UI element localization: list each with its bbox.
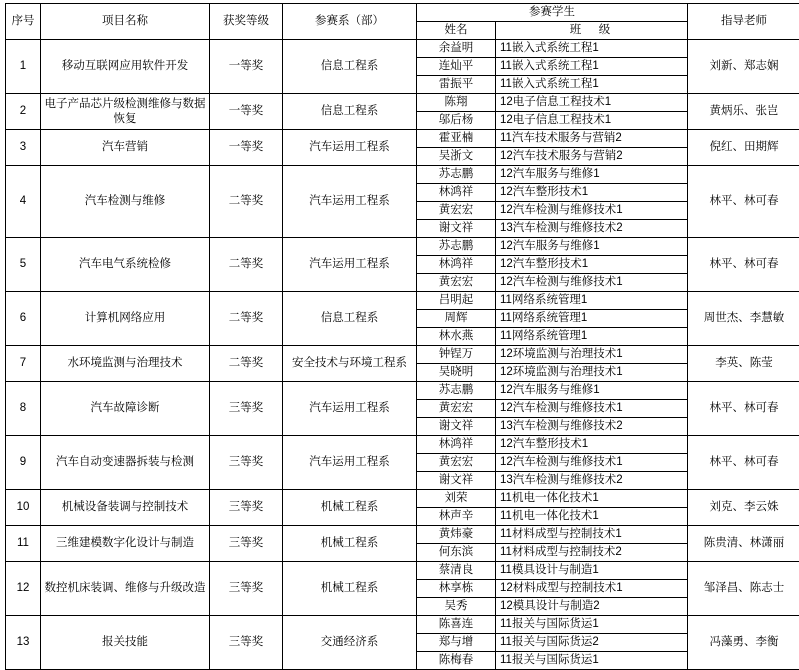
student-row bbox=[417, 562, 687, 580]
cell-project: 计算机网络应用 bbox=[41, 292, 210, 346]
table-row bbox=[6, 382, 799, 436]
student-row bbox=[417, 346, 687, 364]
cell-teacher: 邹泽昌、陈志士 bbox=[688, 562, 799, 616]
student-class: 11嵌入式系统工程1 bbox=[496, 58, 688, 76]
student-row bbox=[417, 436, 687, 454]
student-row bbox=[417, 238, 687, 256]
student-row bbox=[417, 634, 687, 652]
student-class: 11汽车技术服务与营销2 bbox=[496, 130, 688, 148]
cell-prize: 一等奖 bbox=[210, 130, 283, 166]
cell-project: 水环境监测与治理技术 bbox=[41, 346, 210, 382]
cell-no: 7 bbox=[6, 346, 41, 382]
student-name: 苏志鹏 bbox=[417, 238, 496, 256]
student-class: 12环境监测与治理技术1 bbox=[496, 364, 688, 382]
student-class: 12汽车整形技术1 bbox=[496, 256, 688, 274]
cell-dept: 汽车运用工程系 bbox=[283, 238, 417, 292]
student-row bbox=[417, 454, 687, 472]
cell-prize: 一等奖 bbox=[210, 94, 283, 130]
cell-teacher: 陈贵清、林潇丽 bbox=[688, 526, 799, 562]
cell-teacher: 黄炳乐、张岂 bbox=[688, 94, 799, 130]
cell-project: 机械设备装调与控制技术 bbox=[41, 490, 210, 526]
cell-prize: 二等奖 bbox=[210, 238, 283, 292]
student-row bbox=[417, 400, 687, 418]
table-body bbox=[6, 40, 799, 670]
cell-project: 三维建模数字化设计与制造 bbox=[41, 526, 210, 562]
cell-teacher: 倪红、田期辉 bbox=[688, 130, 799, 166]
cell-students bbox=[417, 40, 688, 94]
student-row bbox=[417, 544, 687, 562]
award-list-table bbox=[5, 3, 799, 670]
student-name: 连灿平 bbox=[417, 58, 496, 76]
column-header-student-class: 班 级 bbox=[496, 22, 688, 39]
cell-project: 数控机床装调、维修与升级改造 bbox=[41, 562, 210, 616]
cell-students bbox=[417, 562, 688, 616]
cell-prize: 二等奖 bbox=[210, 166, 283, 238]
student-class: 11模具设计与制造1 bbox=[496, 562, 688, 580]
student-row bbox=[417, 292, 687, 310]
student-name: 雷振平 bbox=[417, 76, 496, 94]
student-class: 12电子信息工程技术1 bbox=[496, 112, 688, 130]
cell-teacher: 刘克、李云姝 bbox=[688, 490, 799, 526]
cell-project: 电子产品芯片级检测维修与数据恢复 bbox=[41, 94, 210, 130]
cell-no: 11 bbox=[6, 526, 41, 562]
student-row bbox=[417, 526, 687, 544]
cell-dept: 汽车运用工程系 bbox=[283, 382, 417, 436]
column-header-student-subheads bbox=[417, 22, 688, 40]
table-row bbox=[6, 616, 799, 670]
student-name: 谢文祥 bbox=[417, 220, 496, 238]
cell-prize: 三等奖 bbox=[210, 436, 283, 490]
cell-teacher: 刘新、郑志娴 bbox=[688, 40, 799, 94]
student-name: 周辉 bbox=[417, 310, 496, 328]
student-class: 12汽车整形技术1 bbox=[496, 436, 688, 454]
cell-dept: 机械工程系 bbox=[283, 562, 417, 616]
student-class: 12环境监测与治理技术1 bbox=[496, 346, 688, 364]
student-class: 11网络系统管理1 bbox=[496, 328, 688, 346]
cell-prize: 三等奖 bbox=[210, 526, 283, 562]
cell-dept: 机械工程系 bbox=[283, 490, 417, 526]
student-table bbox=[417, 436, 687, 489]
student-name: 黄宏宏 bbox=[417, 202, 496, 220]
cell-project: 汽车电气系统检修 bbox=[41, 238, 210, 292]
student-row bbox=[417, 76, 687, 94]
student-name: 林声辛 bbox=[417, 508, 496, 526]
student-class: 11嵌入式系统工程1 bbox=[496, 76, 688, 94]
table-row bbox=[6, 292, 799, 346]
cell-teacher: 冯藻勇、李衡 bbox=[688, 616, 799, 670]
student-class: 11网络系统管理1 bbox=[496, 310, 688, 328]
student-table bbox=[417, 292, 687, 345]
cell-project: 移动互联网应用软件开发 bbox=[41, 40, 210, 94]
student-table bbox=[417, 130, 687, 165]
student-name: 黄宏宏 bbox=[417, 274, 496, 292]
cell-dept: 汽车运用工程系 bbox=[283, 130, 417, 166]
student-class: 12汽车检测与维修技术1 bbox=[496, 202, 688, 220]
student-name: 陈翔 bbox=[417, 94, 496, 112]
student-class: 12汽车检测与维修技术1 bbox=[496, 274, 688, 292]
table-row bbox=[6, 40, 799, 94]
cell-project: 汽车检测与维修 bbox=[41, 166, 210, 238]
student-row bbox=[417, 130, 687, 148]
cell-no: 12 bbox=[6, 562, 41, 616]
student-name: 苏志鹏 bbox=[417, 382, 496, 400]
student-class: 12模具设计与制造2 bbox=[496, 598, 688, 616]
student-class: 12汽车检测与维修技术1 bbox=[496, 400, 688, 418]
student-row bbox=[417, 256, 687, 274]
table-row bbox=[6, 130, 799, 166]
cell-dept: 信息工程系 bbox=[283, 292, 417, 346]
cell-students bbox=[417, 490, 688, 526]
student-name: 黄炜豪 bbox=[417, 526, 496, 544]
student-row bbox=[417, 598, 687, 616]
student-row bbox=[417, 616, 687, 634]
student-name: 霍亚楠 bbox=[417, 130, 496, 148]
student-class: 12汽车技术服务与营销2 bbox=[496, 148, 688, 166]
cell-teacher: 林平、林可春 bbox=[688, 436, 799, 490]
cell-students bbox=[417, 346, 688, 382]
cell-students bbox=[417, 166, 688, 238]
table-row bbox=[6, 94, 799, 130]
cell-project: 汽车营销 bbox=[41, 130, 210, 166]
cell-no: 10 bbox=[6, 490, 41, 526]
cell-no: 2 bbox=[6, 94, 41, 130]
student-class: 11报关与国际货运1 bbox=[496, 616, 688, 634]
column-header-dept: 参赛系（部） bbox=[283, 4, 417, 40]
student-class: 11材料成型与控制技术2 bbox=[496, 544, 688, 562]
student-name: 余益明 bbox=[417, 40, 496, 58]
student-subheader-row bbox=[417, 22, 687, 39]
student-table bbox=[417, 526, 687, 561]
column-header-prize: 获奖等级 bbox=[210, 4, 283, 40]
cell-no: 6 bbox=[6, 292, 41, 346]
student-row bbox=[417, 652, 687, 670]
cell-dept: 安全技术与环境工程系 bbox=[283, 346, 417, 382]
student-row bbox=[417, 220, 687, 238]
cell-teacher: 林平、林可春 bbox=[688, 382, 799, 436]
cell-students bbox=[417, 94, 688, 130]
student-row bbox=[417, 472, 687, 490]
student-row bbox=[417, 580, 687, 598]
student-class: 12汽车服务与维修1 bbox=[496, 382, 688, 400]
cell-students bbox=[417, 292, 688, 346]
student-name: 吴秀 bbox=[417, 598, 496, 616]
student-class: 12汽车服务与维修1 bbox=[496, 166, 688, 184]
cell-dept: 机械工程系 bbox=[283, 526, 417, 562]
student-row bbox=[417, 508, 687, 526]
student-class: 11报关与国际货运1 bbox=[496, 652, 688, 670]
column-header-project: 项目名称 bbox=[41, 4, 210, 40]
student-name: 郑与增 bbox=[417, 634, 496, 652]
student-class: 11机电一体化技术1 bbox=[496, 508, 688, 526]
student-row bbox=[417, 418, 687, 436]
column-header-student-name: 姓名 bbox=[417, 22, 496, 39]
cell-prize: 三等奖 bbox=[210, 382, 283, 436]
student-table bbox=[417, 616, 687, 669]
student-class: 11网络系统管理1 bbox=[496, 292, 688, 310]
student-name: 刘荣 bbox=[417, 490, 496, 508]
student-name: 陈喜连 bbox=[417, 616, 496, 634]
cell-teacher: 周世杰、李慧敏 bbox=[688, 292, 799, 346]
student-row bbox=[417, 112, 687, 130]
table-row bbox=[6, 562, 799, 616]
cell-students bbox=[417, 616, 688, 670]
cell-students bbox=[417, 526, 688, 562]
student-table bbox=[417, 562, 687, 615]
award-list-table-wrapper bbox=[5, 3, 794, 670]
student-row bbox=[417, 184, 687, 202]
student-row bbox=[417, 382, 687, 400]
cell-dept: 汽车运用工程系 bbox=[283, 166, 417, 238]
table-row bbox=[6, 490, 799, 526]
student-row bbox=[417, 310, 687, 328]
cell-teacher: 林平、林可春 bbox=[688, 238, 799, 292]
student-class: 12汽车检测与维修技术1 bbox=[496, 454, 688, 472]
student-name: 黄宏宏 bbox=[417, 400, 496, 418]
student-class: 12材料成型与控制技术1 bbox=[496, 580, 688, 598]
cell-no: 8 bbox=[6, 382, 41, 436]
student-name: 林鸿祥 bbox=[417, 184, 496, 202]
student-class: 12汽车整形技术1 bbox=[496, 184, 688, 202]
cell-students bbox=[417, 436, 688, 490]
student-name: 蔡清良 bbox=[417, 562, 496, 580]
student-class: 11材料成型与控制技术1 bbox=[496, 526, 688, 544]
table-row bbox=[6, 436, 799, 490]
student-name: 陈梅春 bbox=[417, 652, 496, 670]
cell-dept: 汽车运用工程系 bbox=[283, 436, 417, 490]
student-table bbox=[417, 40, 687, 93]
student-row bbox=[417, 148, 687, 166]
cell-prize: 三等奖 bbox=[210, 616, 283, 670]
cell-students bbox=[417, 382, 688, 436]
student-row bbox=[417, 490, 687, 508]
student-subheader-table bbox=[417, 22, 687, 39]
student-name: 黄宏宏 bbox=[417, 454, 496, 472]
student-table bbox=[417, 166, 687, 237]
column-header-teacher: 指导老师 bbox=[688, 4, 799, 40]
cell-students bbox=[417, 238, 688, 292]
student-class: 13汽车检测与维修技术2 bbox=[496, 418, 688, 436]
table-row bbox=[6, 346, 799, 382]
student-row bbox=[417, 202, 687, 220]
header-row-1 bbox=[6, 4, 799, 22]
student-name: 谢文祥 bbox=[417, 418, 496, 436]
student-name: 何东滨 bbox=[417, 544, 496, 562]
cell-project: 报关技能 bbox=[41, 616, 210, 670]
student-class: 11机电一体化技术1 bbox=[496, 490, 688, 508]
column-header-students: 参赛学生 bbox=[417, 4, 688, 22]
cell-dept: 交通经济系 bbox=[283, 616, 417, 670]
student-class: 13汽车检测与维修技术2 bbox=[496, 220, 688, 238]
student-name: 林享栋 bbox=[417, 580, 496, 598]
student-name: 苏志鹏 bbox=[417, 166, 496, 184]
student-row bbox=[417, 94, 687, 112]
cell-no: 3 bbox=[6, 130, 41, 166]
cell-project: 汽车自动变速器拆装与检测 bbox=[41, 436, 210, 490]
student-row bbox=[417, 40, 687, 58]
student-table bbox=[417, 238, 687, 291]
cell-prize: 二等奖 bbox=[210, 346, 283, 382]
column-header-no: 序号 bbox=[6, 4, 41, 40]
cell-project: 汽车故障诊断 bbox=[41, 382, 210, 436]
student-table bbox=[417, 346, 687, 381]
student-name: 吴浙文 bbox=[417, 148, 496, 166]
student-name: 林鸿祥 bbox=[417, 436, 496, 454]
student-table bbox=[417, 94, 687, 129]
student-row bbox=[417, 58, 687, 76]
student-name: 钟锃万 bbox=[417, 346, 496, 364]
cell-prize: 一等奖 bbox=[210, 40, 283, 94]
student-name: 谢文祥 bbox=[417, 472, 496, 490]
student-table bbox=[417, 382, 687, 435]
cell-prize: 三等奖 bbox=[210, 562, 283, 616]
cell-teacher: 李英、陈莹 bbox=[688, 346, 799, 382]
cell-no: 5 bbox=[6, 238, 41, 292]
cell-prize: 二等奖 bbox=[210, 292, 283, 346]
student-row bbox=[417, 328, 687, 346]
table-row bbox=[6, 238, 799, 292]
table-header bbox=[6, 4, 799, 40]
cell-teacher: 林平、林可春 bbox=[688, 166, 799, 238]
student-class: 11嵌入式系统工程1 bbox=[496, 40, 688, 58]
student-name: 邬后杨 bbox=[417, 112, 496, 130]
cell-no: 1 bbox=[6, 40, 41, 94]
student-table bbox=[417, 490, 687, 525]
table-row bbox=[6, 166, 799, 238]
student-row bbox=[417, 166, 687, 184]
cell-dept: 信息工程系 bbox=[283, 40, 417, 94]
student-class: 11报关与国际货运2 bbox=[496, 634, 688, 652]
student-row bbox=[417, 274, 687, 292]
student-class: 12电子信息工程技术1 bbox=[496, 94, 688, 112]
student-class: 12汽车服务与维修1 bbox=[496, 238, 688, 256]
student-name: 吴晓明 bbox=[417, 364, 496, 382]
student-name: 吕明起 bbox=[417, 292, 496, 310]
student-name: 林水燕 bbox=[417, 328, 496, 346]
student-name: 林鸿祥 bbox=[417, 256, 496, 274]
cell-no: 4 bbox=[6, 166, 41, 238]
cell-students bbox=[417, 130, 688, 166]
student-row bbox=[417, 364, 687, 382]
cell-dept: 信息工程系 bbox=[283, 94, 417, 130]
cell-no: 9 bbox=[6, 436, 41, 490]
student-class: 13汽车检测与维修技术2 bbox=[496, 472, 688, 490]
cell-no: 13 bbox=[6, 616, 41, 670]
table-row bbox=[6, 526, 799, 562]
cell-prize: 三等奖 bbox=[210, 490, 283, 526]
